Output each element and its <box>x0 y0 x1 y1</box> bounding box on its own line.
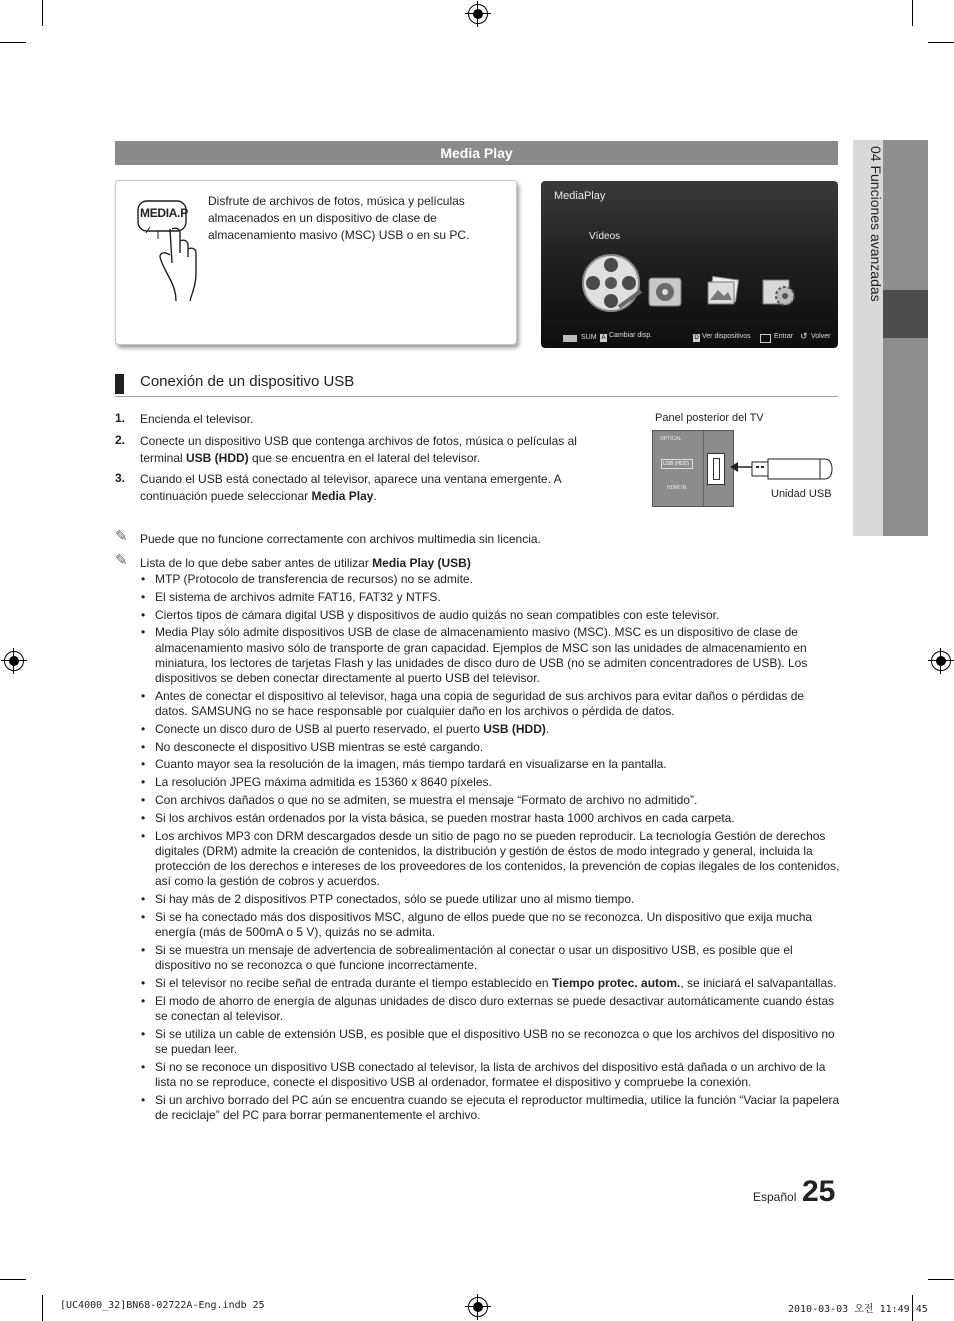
step-text: Encienda el televisor. <box>140 412 254 426</box>
list-item: • Si se ha conectado más dos dispositivos MSC, alguno de ellos puede que no se reconozca. Un dispositivo que exija mucha energía (más de 500mA o 5 V), quizás no se admita. <box>140 910 840 940</box>
usb-drive-icon <box>750 454 834 484</box>
note-icon: ✎ <box>115 552 128 569</box>
list-item: • El modo de ahorro de energía de algunas unidades de disco duro externas se puede desactivar automáticamente cuando éstas se conectan al televisor. <box>140 994 840 1024</box>
list-item: • MTP (Protocolo de transferencia de recursos) no se admite. <box>140 572 840 587</box>
settings-icon <box>761 276 797 308</box>
enter-icon <box>760 334 771 343</box>
registration-mark-left <box>4 651 24 671</box>
usb-drive-label: Unidad USB <box>771 488 832 500</box>
panel-edge <box>703 431 704 506</box>
note-text: Lista de lo que debe saber antes de utilizar Media Play (USB) <box>140 556 471 570</box>
print-slug-date: 2010-03-03 오전 11:49:45 <box>788 1304 928 1315</box>
list-item: • Si no se reconoce un dispositivo USB conectado al televisor, la lista de archivos del dispositivo está dañada o un archivo de la lista no se reproduce, conecte el dispositivo USB al ordenador, formatee el dispositivo y compruebe la conexión. <box>140 1060 840 1090</box>
screen-bottom-bar <box>541 331 838 348</box>
note-text: Puede que no funcione correctamente con archivos multimedia sin licencia. <box>140 532 541 546</box>
step-number: 1. <box>115 411 126 425</box>
note-icon: ✎ <box>115 528 128 545</box>
intro-text: Disfrute de archivos de fotos, música y películas almacenados en un dispositivo de clase de almacenamiento masivo (MSC) USB o en su PC. <box>208 194 470 242</box>
d-button-icon: D <box>694 335 699 341</box>
back-label: Volver <box>811 333 831 340</box>
change-device-label: Cambiar disp. <box>609 332 653 339</box>
list-item: • Si hay más de 2 dispositivos PTP conectados, sólo se puede utilizar uno al mismo tiempo. <box>140 892 840 907</box>
requirements-list <box>140 572 840 1126</box>
media-p-button-label: MEDIA.P <box>140 206 188 220</box>
list-item: • Si un archivo borrado del PC aún se encuentra cuando se ejecuta el reproductor multimedia, utilice la función “Vaciar la papelera de reciclaje” del PC para borrar permanentemente el archivo. <box>140 1093 840 1123</box>
footer-language: Español <box>753 1190 797 1204</box>
return-icon: ↺ <box>800 331 808 341</box>
list-item: • Los archivos MP3 con DRM descargados desde un sitio de pago no se pueden reproducir. La tecnología Gestión de derechos digitales (DRM) admite la creación de contenidos, la distribución y gestión de éstos de modo integrado y general, incluida la protección de los derechos e intereses de los proveedores de los contenidos, la prevención de copias ilegales de los contenidos, así como la gestión de cobros y acuerdos. <box>140 829 840 890</box>
view-devices-label: Ver dispositivos <box>702 333 751 340</box>
list-item: • No desconecte el dispositivo USB mientras se esté cargando. <box>140 740 840 755</box>
list-item: • Si el televisor no recibe señal de entrada durante el tiempo establecido en Tiempo protec. autom., se iniciará el salvapantallas. <box>140 976 840 991</box>
list-item: • Si los archivos están ordenados por la vista básica, se pueden mostrar hasta 1000 archivos en cada carpeta. <box>140 811 840 826</box>
list-item: • Antes de conectar el dispositivo al televisor, haga una copia de seguridad de sus archivos para evitar daños o pérdidas de datos. SAMSUNG no se hace responsable por cualquier daño en los archivos o pérdida de datos. <box>140 689 840 719</box>
list-item: • Con archivos dañados o que no se admiten, se muestra el mensaje “Formato de archivo no admitido”. <box>140 793 840 808</box>
optical-port-label: OPTICAL <box>660 436 682 442</box>
chapter-tab-marker <box>883 290 928 338</box>
photo-icon <box>705 276 741 308</box>
usb-port-slot <box>707 453 725 485</box>
rear-panel-label: Panel posterior del TV <box>655 412 764 424</box>
step-number: 2. <box>115 433 126 447</box>
a-button-icon: A <box>601 335 606 341</box>
print-slug-file: [UC4000_32]BN68-02722A-Eng.indb 25 <box>60 1300 265 1311</box>
list-item: • Si se muestra un mensaje de advertencia de sobrealimentación al conectar o usar un dispositivo USB, es posible que el dispositivo no se reconozca o que funcione incorrectamente. <box>140 943 840 973</box>
list-item: • Cuanto mayor sea la resolución de la imagen, más tiempo tardará en visualizarse en la pantalla. <box>140 757 840 772</box>
usb-port-label: USB (HDD) <box>661 459 693 469</box>
step-number: 3. <box>115 471 126 485</box>
chapter-title: 04 Funciones avanzadas <box>868 146 884 302</box>
step-text: Conecte un dispositivo USB que contenga archivos de fotos, música o películas al terminal USB (HDD) que se encuentra en el lateral del televisor. <box>140 434 577 465</box>
registration-mark-top <box>468 4 488 24</box>
list-item: • El sistema de archivos admite FAT16, FAT32 y NTFS. <box>140 590 840 605</box>
list-item: • La resolución JPEG máxima admitida es 15360 x 8640 píxeles. <box>140 775 840 790</box>
section-header: Media Play <box>115 141 838 165</box>
registration-mark-right <box>931 651 951 671</box>
page-number: 25 <box>802 1175 836 1208</box>
chapter-tab <box>883 140 928 536</box>
usb-section-title: Conexión de un dispositivo USB <box>140 373 355 390</box>
registration-mark-bottom <box>468 1297 488 1317</box>
step-text: Cuando el USB está conectado al televisor, aparece una ventana emergente. A continuación puede seleccionar Media Play. <box>140 472 561 503</box>
section-marker <box>115 374 124 394</box>
list-item: • Si se utiliza un cable de extensión USB, es posible que el dispositivo USB no se reconozca o que los archivos del dispositivo no se puedan leer. <box>140 1027 840 1057</box>
enter-label: Entrar <box>774 333 794 340</box>
music-icon <box>647 276 683 308</box>
list-item: • Conecte un disco duro de USB al puerto reservado, el puerto USB (HDD). <box>140 722 840 737</box>
screen-title: MediaPlay <box>554 190 606 202</box>
sum-icon <box>563 335 577 342</box>
section-divider <box>115 396 838 397</box>
rear-panel-illustration <box>652 430 734 507</box>
film-reel-icon <box>579 251 643 315</box>
hdmi-port-label: HDMI IN <box>667 485 687 491</box>
list-item: • Ciertos tipos de cámara digital USB y dispositivos de audio quizás no sean compatibles con este televisor. <box>140 608 840 623</box>
arrow-right-icon: › <box>635 269 639 283</box>
sum-label: SUM <box>581 334 597 341</box>
selected-item-label: Vídeos <box>589 231 621 242</box>
list-item: • Media Play sólo admite dispositivos USB de clase de almacenamiento masivo (MSC). MSC es un dispositivo de clase de almacenamiento masivo sólo de transporte de gran capacidad. Ejemplos de MSC son las unidades de almacenamiento en miniatura, los lectores de tarjetas Flash y las unidades de disco duro de USB (no se admiten concentradores de USB). Los dispositivos se deben conectar directamente al puerto USB del televisor. <box>140 625 840 686</box>
mediaplay-screen <box>541 181 838 348</box>
